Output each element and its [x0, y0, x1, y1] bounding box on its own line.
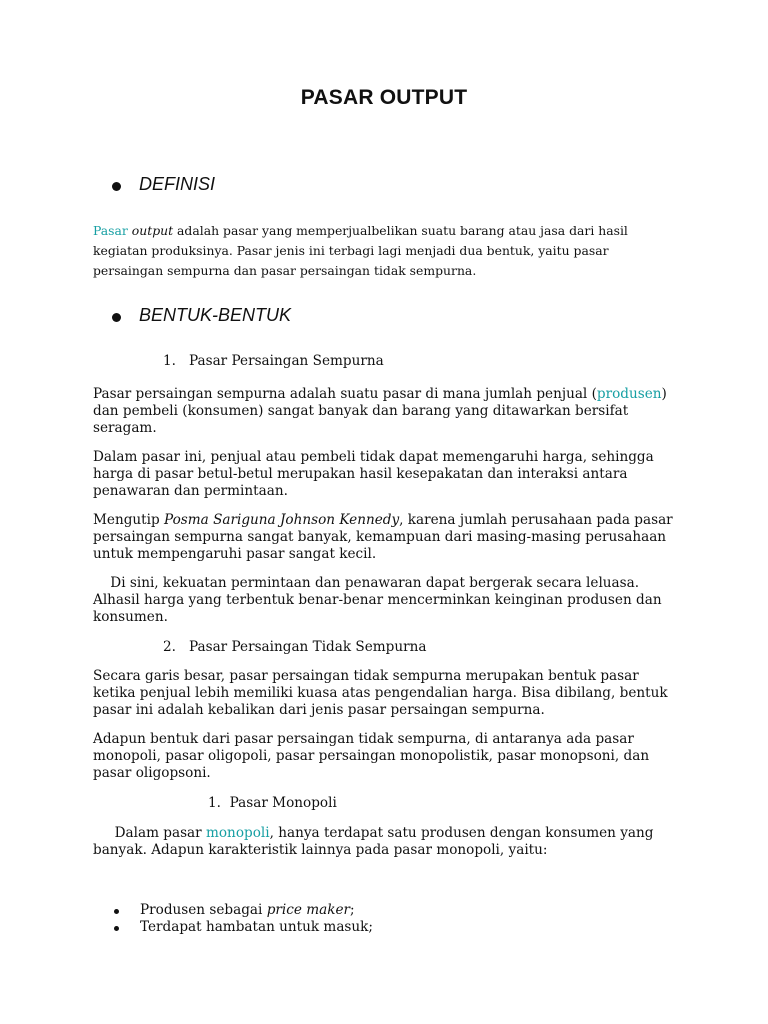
page-title: PASAR OUTPUT [300, 86, 468, 109]
bullet-text: ; [350, 902, 355, 918]
bullet-icon [114, 926, 119, 931]
bullet-text: Produsen sebagai [140, 902, 267, 918]
bullet-text: Terdapat hambatan untuk masuk; [140, 919, 373, 935]
paragraph-6: Adapun bentuk dari pasar persaingan tidak sempurna, di antaranya ada pasar monopoli, pasar oligopoli, pasar persaingan monopolistik, pasar monopsoni, dan pasar oligopsoni. [93, 731, 650, 781]
output-term: output [131, 223, 174, 238]
bullet-item [114, 902, 355, 919]
definition-text: adalah pasar yang memperjualbelikan suatu barang atau jasa dari hasil kegiatan produksinya. Pasar jenis ini terbagi lagi menjadi dua bentuk, yaitu pasar persaingan sempurna dan pasar persaingan tidak sempurna. [93, 223, 628, 278]
paragraph-text: , karena jumlah perusahaan pada pasar persaingan sempurna sangat banyak, kemampuan dari masing-masing perusahaan untuk mempengaruhi pasar sangat kecil. [93, 512, 673, 562]
bullet-icon [112, 182, 121, 191]
paragraph-3 [93, 512, 673, 563]
monopoli-link[interactable]: monopoli [205, 825, 270, 841]
section-heading-label: DEFINISI [139, 174, 216, 194]
list-item-persaingan-tidak-sempurna [163, 639, 426, 656]
paragraph-text: Mengutip [93, 512, 165, 528]
list-label: Pasar Persaingan Sempurna [188, 353, 384, 369]
list-item-monopoli [208, 795, 337, 812]
paragraph-text: Pasar persaingan sempurna adalah suatu pasar di mana jumlah penjual ( [93, 386, 597, 402]
paragraph-7 [93, 825, 673, 859]
bullet-emphasis: price maker [266, 902, 350, 918]
section-heading-bentuk [118, 305, 291, 326]
bullet-icon [114, 909, 119, 914]
paragraph-text: , hanya terdapat satu produsen dengan konsumen yang banyak. Adapun karakteristik lainnya pada pasar monopoli, yaitu: [93, 825, 658, 858]
pasar-link[interactable]: Pasar [93, 223, 128, 238]
definition-paragraph [93, 221, 673, 281]
list-number: 2. [163, 639, 176, 655]
author-name: Posma Sariguna Johnson Kennedy [164, 512, 400, 528]
list-label: Pasar Persaingan Tidak Sempurna [188, 639, 427, 655]
bullet-icon [112, 313, 121, 322]
paragraph-text: Dalam pasar [93, 825, 206, 841]
list-number: 1. [208, 795, 221, 811]
paragraph-2: Dalam pasar ini, penjual atau pembeli tidak dapat memengaruhi harga, sehingga harga di pasar betul-betul merupakan hasil kesepakatan dan interaksi antara penawaran dan permintaan. [93, 449, 654, 499]
paragraph-5: Secara garis besar, pasar persaingan tidak sempurna merupakan bentuk pasar ketika penjual lebih memiliki kuasa atas pengendalian harga. Bisa dibilang, bentuk pasar ini adalah kebalikan dari jenis pasar persaingan sempurna. [93, 668, 668, 718]
paragraph-text: ) dan pembeli (konsumen) sangat banyak dan barang yang ditawarkan bersifat seragam. [93, 386, 667, 436]
paragraph-1 [93, 386, 673, 437]
paragraph-4: Di sini, kekuatan permintaan dan penawaran dapat bergerak secara leluasa. Alhasil harga yang terbentuk benar-benar mencerminkan keinginan produsen dan konsumen. [93, 575, 666, 625]
list-label: Pasar Monopoli [229, 795, 337, 811]
section-heading-label: BENTUK-BENTUK [139, 305, 292, 325]
produsen-link[interactable]: produsen [596, 386, 662, 402]
bullet-item [114, 919, 373, 936]
list-number: 1. [163, 353, 176, 369]
list-item-persaingan-sempurna [163, 353, 384, 370]
section-heading-definisi [118, 174, 215, 195]
